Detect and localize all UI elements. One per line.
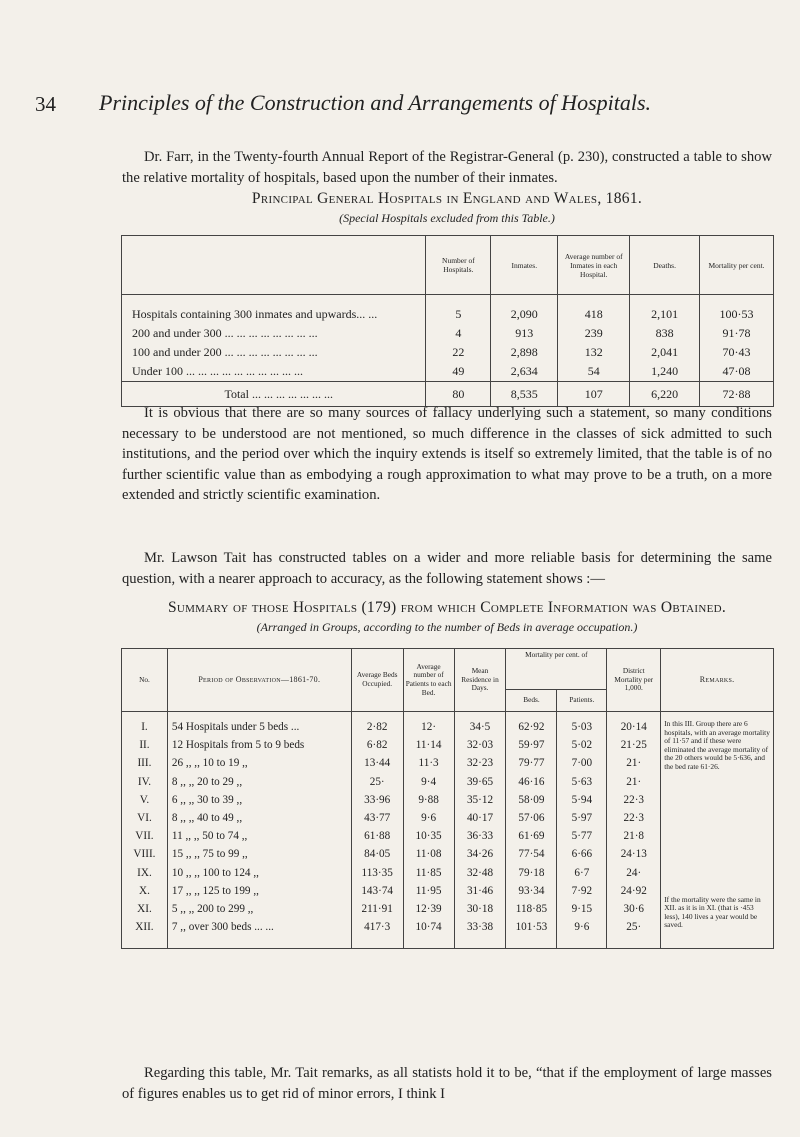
table2-col-period: Period of Observation—1861-70. bbox=[167, 649, 351, 712]
table-row: Under 100 ... ... ... ... ... ... ... ... ... ... 49 2,634 54 1,240 47·08 bbox=[122, 362, 774, 382]
remark-group-iii: In this III. Group there are 6 hospitals, with an average mortality of 11·57 and if these were eliminated the average mortality of the 20 others would be 5·636, and the bed rate 61·26. bbox=[661, 712, 774, 846]
table2-col-mortality: Mortality per cent. of bbox=[506, 649, 607, 690]
table-row: III. 26 ,, ,, 10 to 19 ,, 13·44 11·3 32·23 79·77 7·00 21· bbox=[122, 754, 774, 772]
table2-col-mortality-beds: Beds. bbox=[506, 689, 557, 711]
intro-paragraph: Dr. Farr, in the Twenty-fourth Annual Report of the Registrar-General (p. 230), constructed a table to show the relative mortality of hospitals, based upon the number of their inmates. bbox=[122, 149, 772, 186]
table-row: VII. 11 ,, ,, 50 to 74 ,, 61·88 10·35 36·33 61·69 5·77 21·8 bbox=[122, 827, 774, 845]
table-row: II. 12 Hospitals from 5 to 9 beds 6·82 11·14 32·03 59·97 5·02 21·25 bbox=[122, 736, 774, 754]
running-title: Principles of the Construction and Arrangements of Hospitals. bbox=[99, 90, 652, 115]
table-row: IV. 8 ,, ,, 20 to 29 ,, 25· 9·4 39·65 46·16 5·63 21· bbox=[122, 773, 774, 791]
table2-col-no: No. bbox=[139, 674, 150, 684]
table-row: I. 54 Hospitals under 5 beds ... 2·82 12· 34·5 62·92 5·03 20·14 In this III. Group there are 6 hospitals, with an average mortality of 11·57 and if these were eliminated the average mortality of the 20 others would be 5·636, and the bed rate 61·26. bbox=[122, 712, 774, 737]
table-row: 100 and under 200 ... ... ... ... ... ... ... ... 22 2,898 132 2,041 70·43 bbox=[122, 343, 774, 362]
table-row: IX. 10 ,, ,, 100 to 124 ,, 113·35 11·85 32·48 79·18 6·7 24· bbox=[122, 864, 774, 882]
table-row: 200 and under 300 ... ... ... ... ... ... ... ... 4 913 239 838 91·78 bbox=[122, 324, 774, 343]
table1-total-row: Total ... ... ... ... ... ... ... 80 8,535 107 6,220 72·88 bbox=[122, 382, 774, 407]
tait-paragraph: Mr. Lawson Tait has constructed tables on a wider and more reliable basis for determining the same question, with a nearer approach to accuracy, as the following statement shows :— bbox=[122, 550, 772, 587]
table-row: V. 6 ,, ,, 30 to 39 ,, 33·96 9·88 35·12 58·09 5·94 22·3 bbox=[122, 791, 774, 809]
table2-header-row bbox=[122, 649, 774, 690]
table1-col-inmates: Inmates. bbox=[491, 236, 558, 295]
page-number: 34 bbox=[35, 92, 56, 116]
table-row: X. 17 ,, ,, 125 to 199 ,, 143·74 11·95 31·46 93·34 7·92 24·92 If the mortality were the same in XII. as it is in XI. (that is ·453 less), 140 lives a year would be saved. bbox=[122, 882, 774, 900]
table-row: XII. 7 ,, over 300 beds ... ... 417·3 10·74 33·38 101·53 9·6 25· bbox=[122, 918, 774, 949]
table1-header-row bbox=[122, 236, 774, 295]
table2-col-residence: Mean Residence in Days. bbox=[454, 649, 506, 712]
table1-col-deaths: Deaths. bbox=[630, 236, 700, 295]
table2-col-remarks: Remarks. bbox=[661, 649, 774, 712]
table1-col-hospitals: Number of Hospitals. bbox=[426, 236, 491, 295]
table2-col-patients: Average number of Patients to each Bed. bbox=[403, 649, 454, 712]
table1-col-average: Average number of Inmates in each Hospital. bbox=[558, 236, 630, 295]
table2-col-mortality-patients: Patients. bbox=[557, 689, 607, 711]
fallacy-paragraph: It is obvious that there are so many sources of fallacy underlying such a statement, so many conditions necessary to be understood are not mentioned, so much difference in the classes of sick admitted to such institutions, and the period over which the inquiry extends is itself so extremely limited, that the table is of no further scientific value than as embodying a rough approximation to what may prove to be a truth, on a more extended and strictly scientific examination. bbox=[122, 405, 772, 504]
table1-title: Principal General Hospitals in England and Wales, 1861. bbox=[251, 190, 643, 207]
table-row: VIII. 15 ,, ,, 75 to 99 ,, 84·05 11·08 34·26 77·54 6·66 24·13 bbox=[122, 845, 774, 863]
table2-col-district: District Mortality per 1,000. bbox=[607, 649, 661, 712]
hospital-mortality-table bbox=[121, 235, 774, 407]
closing-paragraph: Regarding this table, Mr. Tait remarks, as all statists hold it to be, “that if the employment of large masses of figures enables us to get rid of minor errors, I think I bbox=[122, 1065, 772, 1102]
table-row: Hospitals containing 300 inmates and upwards... ... 5 2,090 418 2,101 100·53 bbox=[122, 295, 774, 325]
summary-table bbox=[121, 648, 774, 949]
table-row: VI. 8 ,, ,, 40 to 49 ,, 43·77 9·6 40·17 57·06 5·97 22·3 bbox=[122, 809, 774, 827]
table-row: XI. 5 ,, ,, 200 to 299 ,, 211·91 12·39 30·18 118·85 9·15 30·6 bbox=[122, 900, 774, 918]
table2-col-beds: Average Beds Occupied. bbox=[351, 649, 403, 712]
table2-title: Summary of those Hospitals (179) from which Complete Information was Obtained. bbox=[167, 599, 727, 616]
table1-col-mortality: Mortality per cent. bbox=[700, 236, 774, 295]
remark-group-xii: If the mortality were the same in XII. as it is in XI. (that is ·453 less), 140 lives a year would be saved. bbox=[661, 882, 774, 949]
table2-note: (Arranged in Groups, according to the number of Beds in average occupation.) bbox=[256, 620, 638, 634]
table1-col-blank bbox=[122, 236, 426, 295]
table1-note: (Special Hospitals excluded from this Table.) bbox=[339, 211, 555, 225]
